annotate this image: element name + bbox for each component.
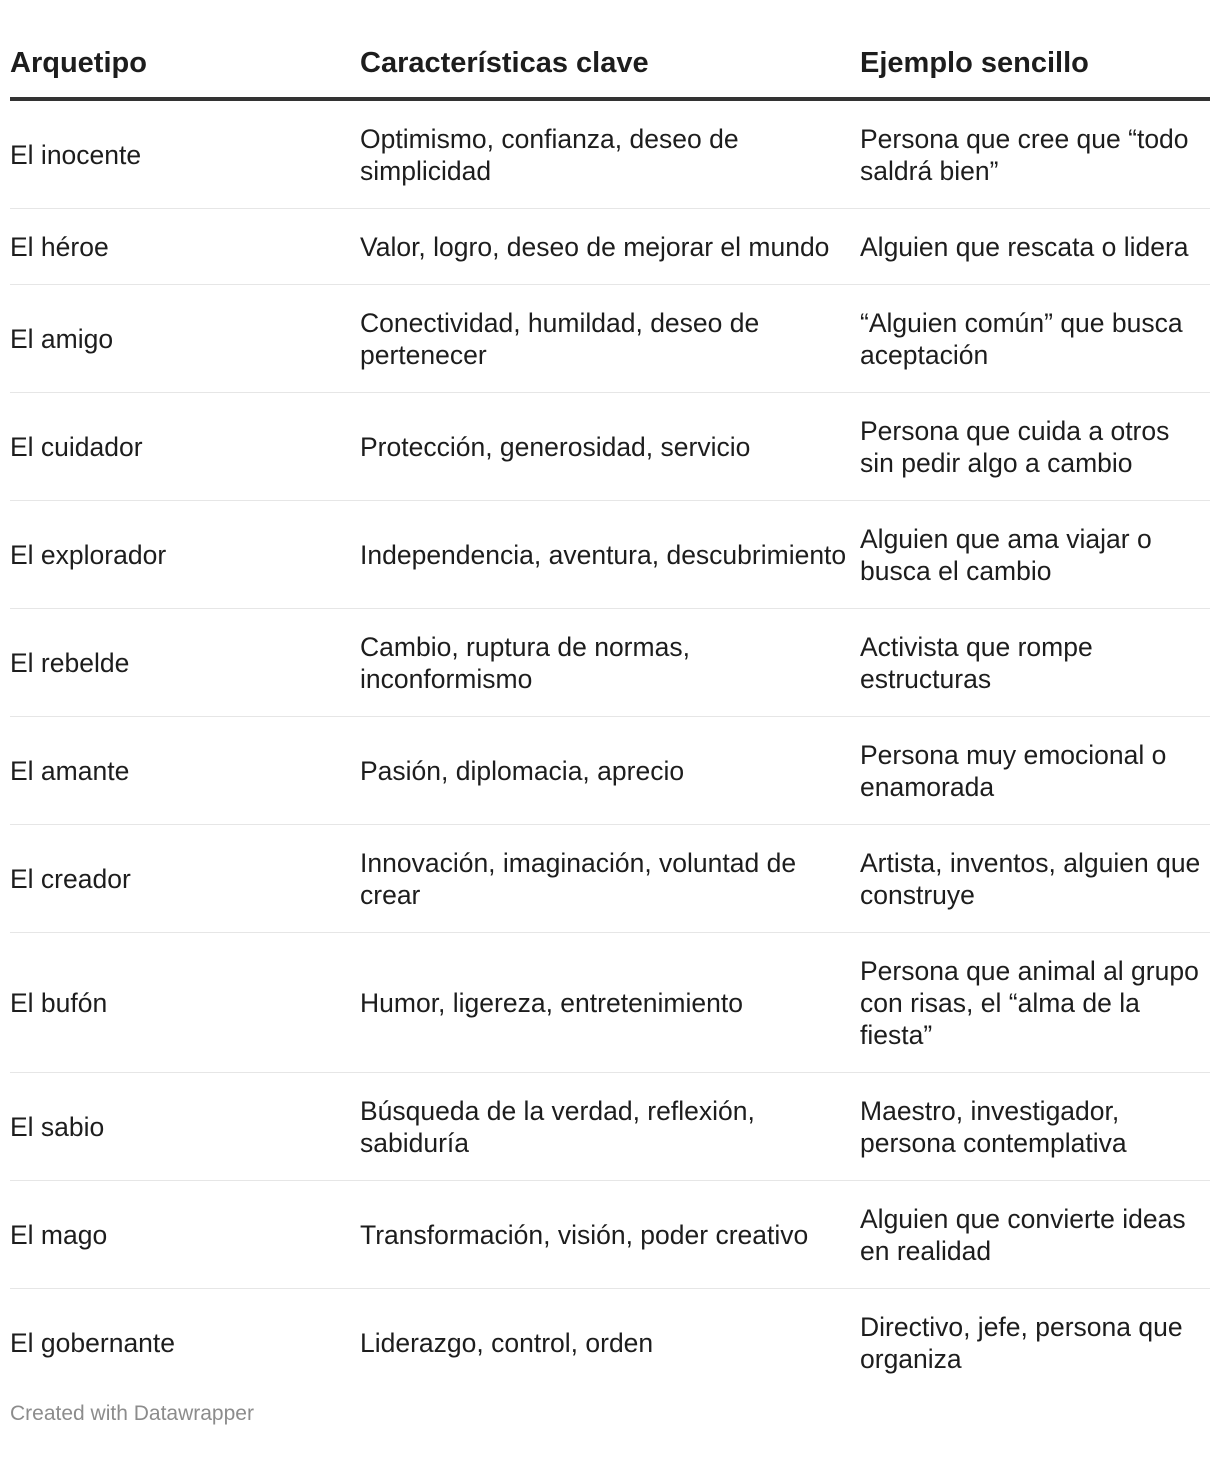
cell-ejemplo <box>860 825 1210 933</box>
cell-text: Independencia, aventura, descubrimiento <box>360 540 847 570</box>
cell-text: El gobernante <box>10 1328 176 1358</box>
cell-arquetipo <box>10 717 360 825</box>
cell-text: El amigo <box>10 324 114 354</box>
cell-caracteristicas <box>360 1289 860 1397</box>
cell-text: Maestro, investigador, persona contemplativa <box>860 1096 1127 1158</box>
cell-text: El bufón <box>10 988 108 1018</box>
cell-ejemplo <box>860 1289 1210 1397</box>
cell-arquetipo <box>10 209 360 285</box>
cell-ejemplo <box>860 393 1210 501</box>
cell-caracteristicas <box>360 501 860 609</box>
cell-caracteristicas <box>360 1181 860 1289</box>
table-row <box>10 285 1210 393</box>
cell-text: Cambio, ruptura de normas, inconformismo <box>360 632 690 694</box>
cell-ejemplo <box>860 285 1210 393</box>
table-row <box>10 933 1210 1073</box>
archetype-table <box>10 40 1210 1396</box>
cell-caracteristicas <box>360 285 860 393</box>
cell-text: El inocente <box>10 140 142 170</box>
cell-text: Alguien que convierte ideas en realidad <box>860 1204 1186 1266</box>
cell-text: Directivo, jefe, persona que organiza <box>860 1312 1183 1374</box>
cell-caracteristicas <box>360 209 860 285</box>
cell-arquetipo <box>10 393 360 501</box>
cell-ejemplo <box>860 99 1210 209</box>
table-row <box>10 1289 1210 1397</box>
cell-text: Humor, ligereza, entretenimiento <box>360 988 743 1018</box>
cell-text: Alguien que ama viajar o busca el cambio <box>860 524 1152 586</box>
cell-caracteristicas <box>360 825 860 933</box>
cell-arquetipo <box>10 1073 360 1181</box>
table-row <box>10 609 1210 717</box>
cell-text: Transformación, visión, poder creativo <box>360 1220 809 1250</box>
table-row <box>10 393 1210 501</box>
cell-text: Conectividad, humildad, deseo de pertenecer <box>360 308 760 370</box>
cell-text: “Alguien común” que busca aceptación <box>860 308 1183 370</box>
cell-arquetipo <box>10 1181 360 1289</box>
cell-arquetipo <box>10 501 360 609</box>
cell-text: Persona que cuida a otros sin pedir algo a cambio <box>860 416 1170 478</box>
cell-text: El mago <box>10 1220 108 1250</box>
cell-text: El rebelde <box>10 648 130 678</box>
cell-text: El cuidador <box>10 432 143 462</box>
table-container <box>10 0 1210 1425</box>
cell-ejemplo <box>860 501 1210 609</box>
cell-arquetipo <box>10 99 360 209</box>
cell-text: Artista, inventos, alguien que construye <box>860 848 1201 910</box>
column-header-caracteristicas: Características clave <box>360 40 860 99</box>
cell-text: El creador <box>10 864 131 894</box>
cell-caracteristicas <box>360 717 860 825</box>
cell-caracteristicas <box>360 609 860 717</box>
cell-ejemplo <box>860 609 1210 717</box>
cell-arquetipo <box>10 825 360 933</box>
column-header-ejemplo: Ejemplo sencillo <box>860 40 1210 99</box>
cell-caracteristicas <box>360 99 860 209</box>
cell-text: Persona que animal al grupo con risas, el “alma de la fiesta” <box>860 956 1199 1050</box>
cell-arquetipo <box>10 1289 360 1397</box>
table-row <box>10 501 1210 609</box>
cell-text: Innovación, imaginación, voluntad de crear <box>360 848 797 910</box>
cell-text: Alguien que rescata o lidera <box>860 232 1189 262</box>
table-row <box>10 1073 1210 1181</box>
table-row <box>10 825 1210 933</box>
cell-text: El amante <box>10 756 130 786</box>
cell-text: Valor, logro, deseo de mejorar el mundo <box>360 232 830 262</box>
cell-text: El sabio <box>10 1112 105 1142</box>
cell-text: Liderazgo, control, orden <box>360 1328 654 1358</box>
cell-text: El explorador <box>10 540 167 570</box>
datawrapper-credit: Created with Datawrapper <box>10 1402 254 1425</box>
cell-ejemplo <box>860 717 1210 825</box>
cell-caracteristicas <box>360 933 860 1073</box>
cell-text: Pasión, diplomacia, aprecio <box>360 756 685 786</box>
table-body <box>10 99 1210 1396</box>
cell-ejemplo <box>860 1181 1210 1289</box>
cell-text: Protección, generosidad, servicio <box>360 432 751 462</box>
cell-ejemplo <box>860 1073 1210 1181</box>
cell-text: El héroe <box>10 232 109 262</box>
table-header <box>10 40 1210 99</box>
cell-ejemplo <box>860 933 1210 1073</box>
table-row <box>10 1181 1210 1289</box>
cell-arquetipo <box>10 609 360 717</box>
table-row <box>10 99 1210 209</box>
cell-arquetipo <box>10 285 360 393</box>
cell-text: Optimismo, confianza, deseo de simplicidad <box>360 124 739 186</box>
cell-caracteristicas <box>360 1073 860 1181</box>
cell-ejemplo <box>860 209 1210 285</box>
header-row <box>10 40 1210 99</box>
table-row <box>10 209 1210 285</box>
table-row <box>10 717 1210 825</box>
cell-text: Persona que cree que “todo saldrá bien” <box>860 124 1189 186</box>
cell-caracteristicas <box>360 393 860 501</box>
cell-text: Búsqueda de la verdad, reflexión, sabiduría <box>360 1096 755 1158</box>
column-header-arquetipo: Arquetipo <box>10 40 360 99</box>
cell-text: Activista que rompe estructuras <box>860 632 1093 694</box>
cell-arquetipo <box>10 933 360 1073</box>
cell-text: Persona muy emocional o enamorada <box>860 740 1167 802</box>
